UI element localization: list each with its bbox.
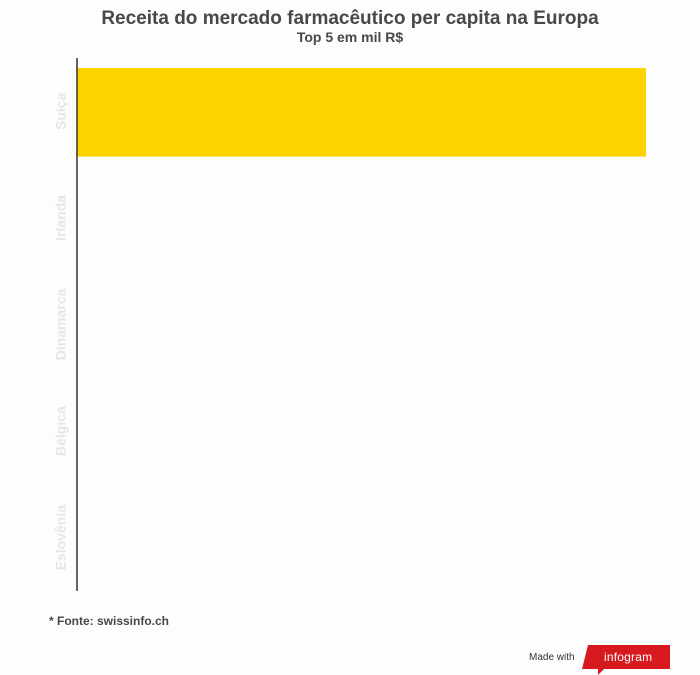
chart-title: Receita do mercado farmacêutico per capita na Europa <box>101 8 599 29</box>
category-label-1: Irlanda <box>52 194 69 241</box>
category-label-2: Dinamarca <box>52 288 69 361</box>
infogram-logo-text: infogram <box>604 650 653 664</box>
made-with-label: Made with <box>529 652 575 663</box>
infogram-logo[interactable] <box>582 645 670 675</box>
category-label-3: Bélgica <box>52 406 69 457</box>
bar-0[interactable] <box>77 68 646 157</box>
source-footnote: * Fonte: swissinfo.ch <box>49 614 170 628</box>
chart-subtitle: Top 5 em mil R$ <box>296 29 404 45</box>
category-label-0: Suiça <box>52 92 69 130</box>
category-label-4: Eslovênia <box>52 505 69 571</box>
